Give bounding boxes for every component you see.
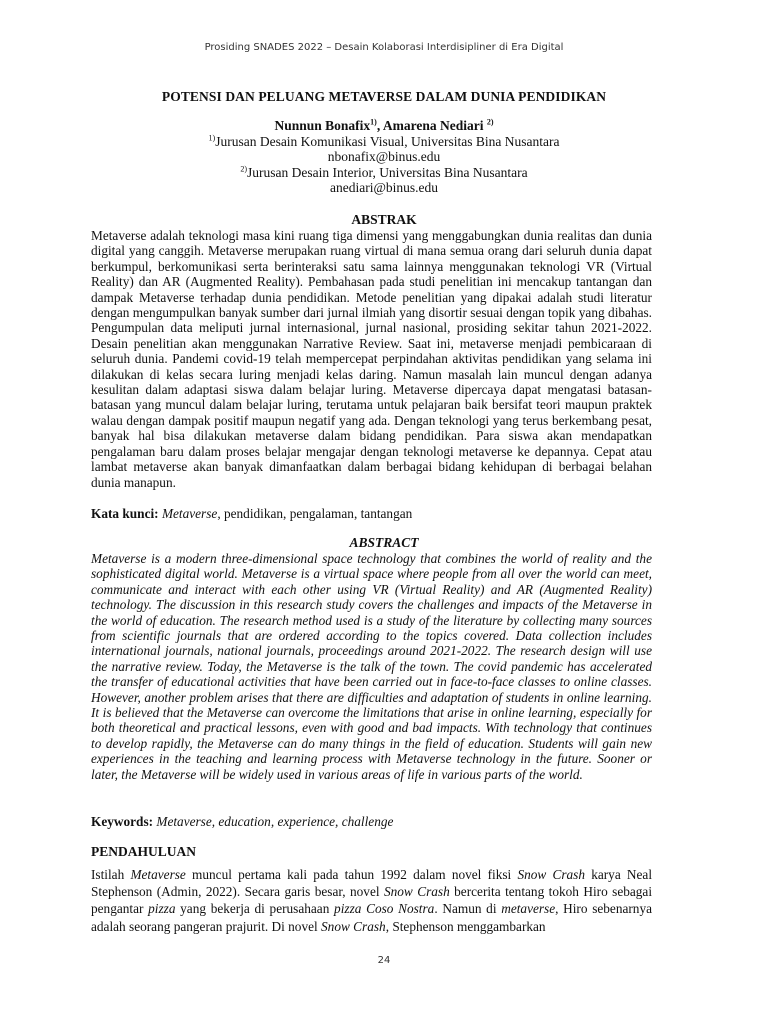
running-header: Prosiding SNADES 2022 – Desain Kolaborasi Interdisipliner di Era Digital: [204, 42, 564, 53]
intro-text-4: bercerita tentang tokoh Hiro sebagai pengantar: [91, 884, 653, 917]
author-1-email: nbonafix@binus.edu: [327, 149, 441, 164]
keywords-text: Metaverse, education, experience, challenge: [156, 814, 394, 829]
affiliation-2: [0, 165, 768, 181]
abstract-heading: ABSTRACT: [349, 535, 419, 550]
intro-text-8: , Stephenson menggambarkan: [385, 918, 546, 934]
paper-title: POTENSI DAN PELUANG METAVERSE DALAM DUNIA PENDIDIKAN: [161, 89, 607, 104]
kata-kunci-line: [91, 506, 652, 522]
author-1-name: Nunnun Bonafix: [274, 118, 371, 133]
author-block: [0, 118, 768, 196]
kata-kunci-first: Metaverse: [161, 506, 218, 521]
abstract-body: Metaverse is a modern three-dimensional space technology that combines the world of reality and the sophisticated digital world. Metaverse is a virtual space where people from all over the world can meet, communicate and interact with each other using VR (Virtual Reality) and AR (Augmented Reality) technology. The discussion in this research study covers the challenges and impacts of the Metaverse in the world of education. The research method used is a study of the literature by collecting many sources from scientific journals that are ordered according to the topics covered. Data collection includes international journals, national journals, proceedings around 2021-2022. The research design will use the narrative review. Today, the Metaverse is the talk of the town. The covid pandemic has accelerated the transfer of educational activities that have been carried out in face-to-face classes to online classes. However, another problem arises that there are difficulties and adaptation of students in online learning. It is believed that the Metaverse can overcome the limitations that arise in online learning, especially for both theoretical and practical lessons, even with good and bad impacts. With technology that continues to develop rapidly, the Metaverse can do many things in the field of education. Students will gain new experiences in the teaching and learning process with Metaverse technology in the future. Sooner or later, the Metaverse will be widely used in various areas of life in various parts of the world.: [91, 551, 652, 782]
intro-text-1: Istilah: [91, 867, 131, 882]
author-2-email: anediari@binus.edu: [329, 180, 439, 195]
intro-italic-4: pizza: [148, 901, 176, 917]
page-number: 24: [377, 955, 391, 966]
intro-text-7: , Hiro sebenarnya adalah seorang pangeran prajurit. Di novel: [91, 901, 653, 934]
intro-text-3: karya Neal Stephenson (Admin, 2022). Secara garis besar, novel: [91, 867, 653, 900]
affiliation-1-sup: 1): [208, 133, 216, 142]
author-2-sup: 2): [486, 117, 494, 127]
intro-text-2: muncul pertama kali pada tahun 1992 dalam novel fiksi: [185, 867, 518, 882]
kata-kunci-label: Kata kunci:: [91, 506, 159, 521]
intro-italic-2: Snow Crash: [517, 867, 585, 882]
kata-kunci-rest: , pendidikan, pengalaman, tantangan: [217, 506, 413, 521]
affiliation-2-sup: 2): [240, 164, 248, 173]
intro-italic-6: metaverse: [501, 901, 556, 917]
author-separator: ,: [376, 118, 383, 133]
affiliation-1-text: Jurusan Desain Komunikasi Visual, Universitas Bina Nusantara: [215, 133, 560, 149]
intro-italic-7: Snow Crash: [321, 918, 386, 934]
abstrak-heading: ABSTRAK: [351, 212, 417, 227]
pendahuluan-heading: PENDAHULUAN: [91, 844, 197, 859]
affiliation-2-text: Jurusan Desain Interior, Universitas Bina Nusantara: [247, 164, 528, 180]
keywords-line: [91, 814, 652, 830]
abstrak-body: Metaverse adalah teknologi masa kini ruang tiga dimensi yang menggabungkan dunia realitas dan dunia digital yang canggih. Metaverse merupakan ruang virtual di mana semua orang dari seluruh dunia dapat berkumpul, berkomunikasi serta berinteraksi satu sama lainnya menggunakan teknologi VR (Virtual Reality) dan AR (Augmented Reality). Pembahasan pada studi penelitian ini mencakup tantangan dan dampak Metaverse terhadap dunia pendidikan. Metode penelitian yang dipakai adalah studi literatur dengan mengumpulkan banyak sumber dari jurnal ilmiah yang disortir sesuai dengan topik yang dibahas. Pengumpulan data meliputi jurnal internasional, jurnal nasional, prosiding sekitar tahun 2021-2022. Desain penelitian akan menggunakan Narrative Review. Saat ini, metaverse menjadi pembicaraan di seluruh dunia. Pandemi covid-19 telah mempercepat perpindahan aktivitas pendidikan yang selama ini dilakukan di kelas secara luring menjadi kelas daring. Namun masalah lain muncul dengan adanya kesulitan dalam adaptasi siswa dalam belajar luring. Metaverse dipercaya dapat mengatasi batasan-batasan yang muncul dalam belajar luring, terutama untuk pelajaran baik bersifat teori maupun praktek walau dengan dampak positif maupun negatif yang ada. Dengan teknologi yang terus berkembang pesat, banyak hal bisa dilakukan metaverse dalam bidang pendidikan. Para siswa akan mendapatkan pengalaman baru dalam proses belajar mengajar dengan teknologi metaverse ke depannya. Cepat atau lambat metaverse akan banyak dimanfaatkan dalam berbagai bidang kehidupan di berbagai belahan dunia manapun.: [91, 228, 652, 490]
intro-text-6: . Namun di: [434, 901, 502, 917]
intro-italic-3: Snow Crash: [383, 884, 450, 900]
author-1-sup: 1): [370, 117, 377, 127]
pendahuluan-paragraph: [91, 866, 652, 935]
intro-text-5: yang bekerja di perusahaan: [175, 901, 335, 917]
author-names: [0, 118, 768, 134]
author-2-name: Amarena Nediari: [382, 118, 484, 133]
intro-italic-5: pizza Coso Nostra: [334, 901, 435, 917]
keywords-label: Keywords:: [91, 814, 154, 829]
intro-italic-1: Metaverse: [130, 867, 186, 882]
affiliation-1: [0, 134, 768, 150]
